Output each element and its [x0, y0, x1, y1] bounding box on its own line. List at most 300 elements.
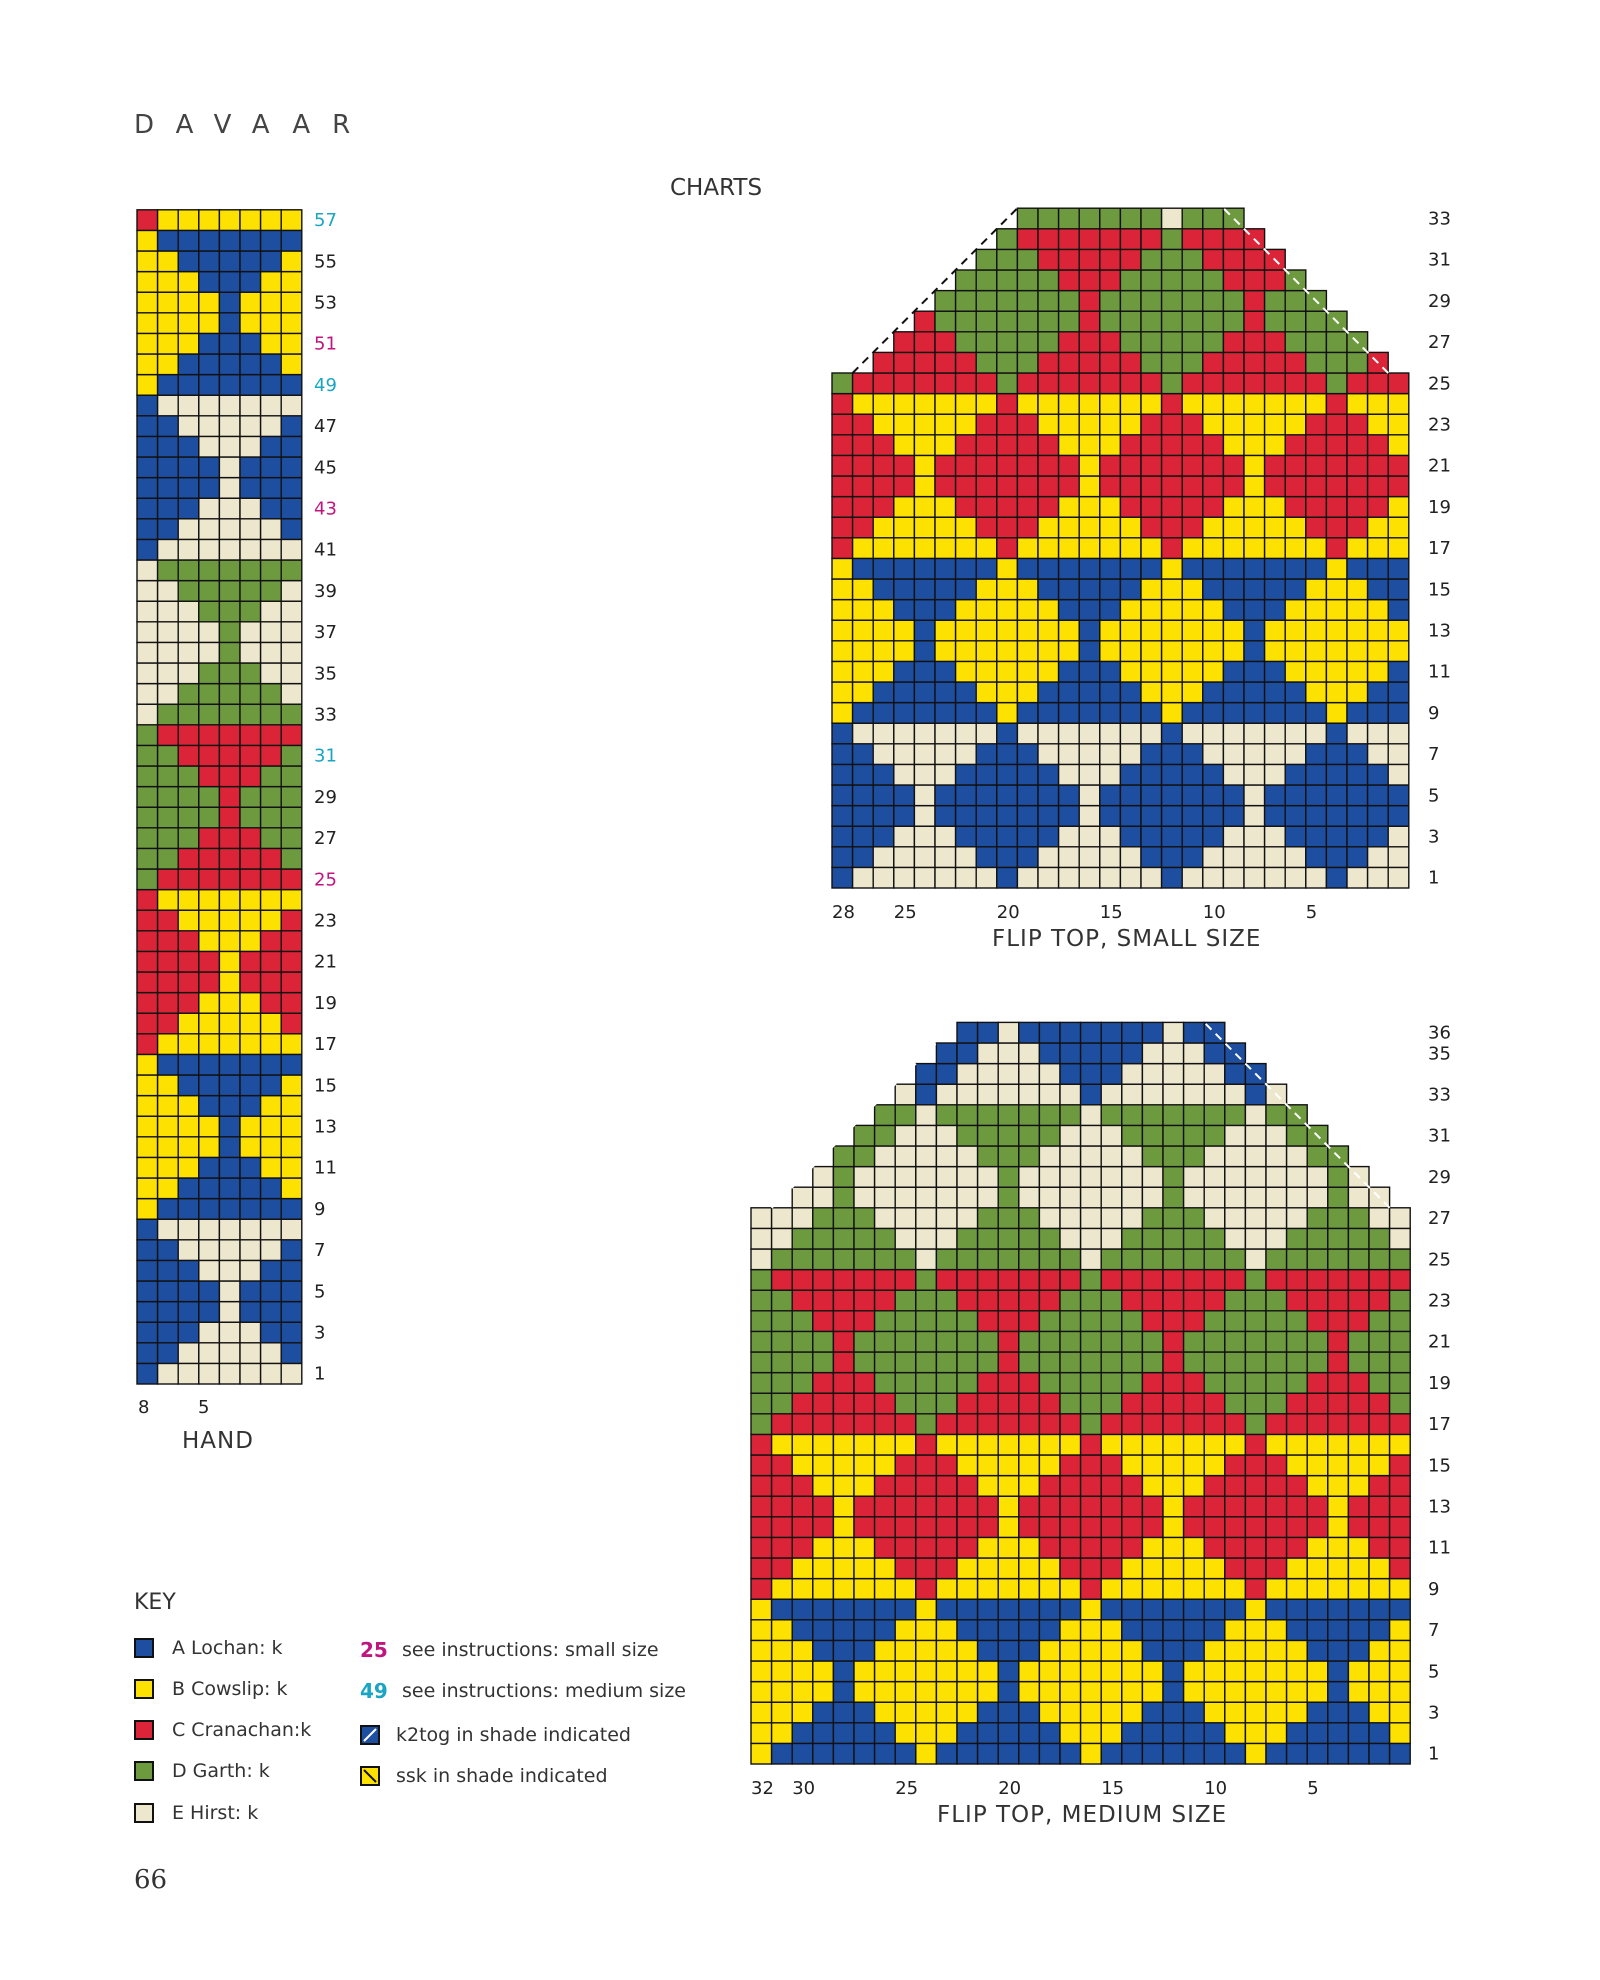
stitch-cell: [956, 476, 977, 497]
stitch-cell: [261, 704, 282, 725]
stitch-cell: [935, 744, 956, 765]
stitch-cell: [1182, 455, 1203, 476]
stitch-cell: [137, 848, 158, 869]
stitch-cell: [1081, 1064, 1102, 1085]
stitch-cell: [1039, 1105, 1060, 1126]
stitch-cell: [261, 931, 282, 952]
stitch-cell: [976, 806, 997, 827]
stitch-cell: [1120, 332, 1141, 353]
stitch-cell: [1079, 373, 1100, 394]
stitch-cell: [1285, 826, 1306, 847]
stitch-cell: [978, 1167, 999, 1188]
stitch-cell: [1204, 1640, 1225, 1661]
stitch-cell: [1019, 1579, 1040, 1600]
stitch-cell: [1162, 723, 1183, 744]
stitch-cell: [158, 210, 179, 231]
stitch-cell: [1100, 291, 1121, 312]
stitch-cell: [916, 1661, 937, 1682]
stitch-cell: [853, 744, 874, 765]
stitch-cell: [813, 1414, 834, 1435]
stitch-cell: [1101, 1352, 1122, 1373]
stitch-cell: [792, 1723, 813, 1744]
stitch-cell: [1266, 1455, 1287, 1476]
stitch-cell: [894, 579, 915, 600]
stitch-cell: [261, 292, 282, 313]
stitch-cell: [240, 745, 261, 766]
stitch-cell: [1162, 764, 1183, 785]
hand-row-label: 37: [314, 622, 337, 644]
stitch-cell: [914, 641, 935, 662]
stitch-cell: [1081, 1476, 1102, 1497]
stitch-cell: [1060, 1331, 1081, 1352]
stitch-cell: [1060, 1455, 1081, 1476]
stitch-cell: [832, 682, 853, 703]
stitch-cell: [976, 414, 997, 435]
stitch-cell: [1019, 1414, 1040, 1435]
stitch-cell: [1100, 476, 1121, 497]
stitch-cell: [914, 785, 935, 806]
stitch-cell: [813, 1702, 834, 1723]
stitch-cell: [281, 642, 302, 663]
stitch-cell: [978, 1599, 999, 1620]
stitch-cell: [875, 1682, 896, 1703]
stitch-cell: [1163, 1290, 1184, 1311]
stitch-cell: [137, 890, 158, 911]
stitch-cell: [1245, 1661, 1266, 1682]
stitch-cell: [261, 1302, 282, 1323]
stitch-cell: [853, 455, 874, 476]
stitch-cell: [998, 1702, 1019, 1723]
stitch-cell: [1163, 1702, 1184, 1723]
stitch-cell: [914, 806, 935, 827]
stitch-cell: [914, 517, 935, 538]
stitch-cell: [1265, 497, 1286, 518]
stitch-cell: [158, 333, 179, 354]
stitch-cell: [240, 354, 261, 375]
stitch-cell: [1017, 682, 1038, 703]
stitch-cell: [895, 1187, 916, 1208]
stitch-cell: [1038, 641, 1059, 662]
stitch-cell: [751, 1682, 772, 1703]
stitch-cell: [832, 661, 853, 682]
stitch-cell: [1142, 1311, 1163, 1332]
stitch-cell: [1184, 1743, 1205, 1764]
stitch-cell: [873, 558, 894, 579]
stitch-cell: [1019, 1743, 1040, 1764]
stitch-cell: [854, 1125, 875, 1146]
stitch-cell: [998, 1146, 1019, 1167]
stitch-cell: [1204, 1228, 1225, 1249]
stitch-cell: [1388, 579, 1409, 600]
stitch-cell: [772, 1558, 793, 1579]
stitch-cell: [199, 313, 220, 334]
stitch-cell: [158, 416, 179, 437]
stitch-cell: [178, 498, 199, 519]
stitch-cell: [978, 1125, 999, 1146]
stitch-cell: [240, 622, 261, 643]
stitch-cell: [854, 1579, 875, 1600]
stitch-cell: [1306, 455, 1327, 476]
stitch-cell: [137, 869, 158, 890]
stitch-cell: [261, 848, 282, 869]
flip-medium-row-label: 15: [1428, 1455, 1451, 1477]
stitch-cell: [1287, 1640, 1308, 1661]
stitch-cell: [833, 1187, 854, 1208]
stitch-cell: [219, 333, 240, 354]
stitch-cell: [978, 1208, 999, 1229]
stitch-cell: [219, 745, 240, 766]
stitch-cell: [1326, 641, 1347, 662]
stitch-cell: [240, 416, 261, 437]
stitch-cell: [1225, 1496, 1246, 1517]
stitch-cell: [854, 1743, 875, 1764]
flip-medium-col-label: 30: [792, 1778, 816, 1799]
stitch-cell: [1285, 455, 1306, 476]
stitch-cell: [1182, 517, 1203, 538]
stitch-cell: [978, 1146, 999, 1167]
stitch-cell: [813, 1455, 834, 1476]
hand-row-label: 13: [314, 1116, 337, 1138]
stitch-cell: [1266, 1558, 1287, 1579]
stitch-cell: [219, 890, 240, 911]
stitch-cell: [1101, 1517, 1122, 1538]
stitch-cell: [854, 1517, 875, 1538]
stitch-cell: [833, 1476, 854, 1497]
stitch-cell: [1265, 579, 1286, 600]
stitch-cell: [1225, 1167, 1246, 1188]
stitch-cell: [1306, 661, 1327, 682]
stitch-cell: [998, 1537, 1019, 1558]
stitch-cell: [916, 1228, 937, 1249]
stitch-cell: [1348, 1476, 1369, 1497]
stitch-cell: [894, 744, 915, 765]
stitch-cell: [240, 1322, 261, 1343]
stitch-cell: [137, 457, 158, 478]
stitch-cell: [261, 1260, 282, 1281]
stitch-cell: [1122, 1187, 1143, 1208]
stitch-cell: [1162, 806, 1183, 827]
stitch-cell: [261, 890, 282, 911]
stitch-cell: [1328, 1496, 1349, 1517]
stitch-cell: [873, 455, 894, 476]
stitch-cell: [1244, 785, 1265, 806]
stitch-cell: [1142, 1290, 1163, 1311]
stitch-cell: [935, 394, 956, 415]
stitch-cell: [1162, 703, 1183, 724]
stitch-cell: [1059, 414, 1080, 435]
hand-row-label: 33: [314, 704, 337, 726]
stitch-cell: [158, 931, 179, 952]
stitch-cell: [137, 828, 158, 849]
stitch-cell: [1060, 1537, 1081, 1558]
stitch-cell: [240, 1034, 261, 1055]
stitch-cell: [978, 1373, 999, 1394]
stitch-cell: [1348, 1187, 1369, 1208]
stitch-cell: [1017, 847, 1038, 868]
stitch-cell: [1244, 414, 1265, 435]
stitch-cell: [957, 1558, 978, 1579]
stitch-cell: [1060, 1640, 1081, 1661]
stitch-cell: [914, 620, 935, 641]
stitch-cell: [1244, 249, 1265, 270]
stitch-cell: [1266, 1228, 1287, 1249]
stitch-cell: [998, 1620, 1019, 1641]
stitch-cell: [1204, 1476, 1225, 1497]
stitch-cell: [813, 1558, 834, 1579]
stitch-cell: [1059, 661, 1080, 682]
stitch-cell: [137, 1096, 158, 1117]
flip-small-row-label: 9: [1428, 702, 1440, 724]
stitch-cell: [1162, 867, 1183, 888]
stitch-cell: [1285, 682, 1306, 703]
stitch-cell: [178, 375, 199, 396]
stitch-cell: [1184, 1373, 1205, 1394]
stitch-cell: [1101, 1599, 1122, 1620]
flip-small-row-label: 7: [1428, 744, 1440, 766]
stitch-cell: [1100, 620, 1121, 641]
stitch-cell: [158, 642, 179, 663]
stitch-cell: [1390, 1208, 1411, 1229]
stitch-cell: [1287, 1434, 1308, 1455]
stitch-cell: [158, 725, 179, 746]
stitch-cell: [935, 332, 956, 353]
stitch-cell: [1223, 620, 1244, 641]
stitch-cell: [978, 1434, 999, 1455]
stitch-cell: [833, 1352, 854, 1373]
stitch-cell: [1079, 476, 1100, 497]
stitch-cell: [1390, 1682, 1411, 1703]
stitch-cell: [854, 1146, 875, 1167]
stitch-cell: [792, 1579, 813, 1600]
stitch-cell: [1307, 1537, 1328, 1558]
stitch-cell: [1079, 270, 1100, 291]
stitch-cell: [199, 787, 220, 808]
stitch-cell: [261, 807, 282, 828]
stitch-cell: [1100, 867, 1121, 888]
stitch-cell: [853, 703, 874, 724]
stitch-cell: [751, 1702, 772, 1723]
stitch-cell: [751, 1743, 772, 1764]
stitch-cell: [894, 455, 915, 476]
stitch-cell: [1266, 1270, 1287, 1291]
stitch-cell: [1326, 723, 1347, 744]
stitch-cell: [1285, 517, 1306, 538]
stitch-cell: [875, 1702, 896, 1723]
stitch-cell: [219, 1281, 240, 1302]
stitch-cell: [261, 375, 282, 396]
stitch-cell: [1019, 1476, 1040, 1497]
stitch-cell: [895, 1228, 916, 1249]
stitch-cell: [978, 1579, 999, 1600]
stitch-cell: [219, 642, 240, 663]
stitch-cell: [158, 498, 179, 519]
stitch-cell: [281, 1096, 302, 1117]
stitch-cell: [1348, 1579, 1369, 1600]
stitch-cell: [1019, 1167, 1040, 1188]
stitch-cell: [261, 951, 282, 972]
stitch-cell: [158, 745, 179, 766]
stitch-cell: [1203, 414, 1224, 435]
stitch-cell: [1142, 1352, 1163, 1373]
stitch-cell: [1184, 1620, 1205, 1641]
stitch-cell: [1101, 1661, 1122, 1682]
stitch-cell: [957, 1187, 978, 1208]
stitch-cell: [1266, 1702, 1287, 1723]
stitch-cell: [956, 291, 977, 312]
flip-small-col-label: 25: [893, 902, 917, 923]
stitch-cell: [1306, 579, 1327, 600]
stitch-cell: [1142, 1661, 1163, 1682]
stitch-cell: [833, 1311, 854, 1332]
stitch-cell: [916, 1352, 937, 1373]
stitch-cell: [873, 394, 894, 415]
stitch-cell: [914, 703, 935, 724]
hand-row-label: 7: [314, 1240, 326, 1262]
stitch-cell: [1184, 1537, 1205, 1558]
stitch-cell: [1122, 1640, 1143, 1661]
stitch-cell: [178, 436, 199, 457]
stitch-cell: [1141, 249, 1162, 270]
stitch-cell: [137, 1054, 158, 1075]
stitch-cell: [1017, 435, 1038, 456]
stitch-cell: [956, 311, 977, 332]
stitch-cell: [1120, 620, 1141, 641]
stitch-cell: [998, 1084, 1019, 1105]
stitch-cell: [1244, 373, 1265, 394]
stitch-cell: [1017, 661, 1038, 682]
stitch-cell: [137, 642, 158, 663]
stitch-cell: [1017, 311, 1038, 332]
stitch-cell: [1162, 435, 1183, 456]
stitch-cell: [916, 1290, 937, 1311]
stitch-cell: [240, 1178, 261, 1199]
stitch-cell: [1285, 703, 1306, 724]
stitch-cell: [1287, 1682, 1308, 1703]
stitch-cell: [978, 1022, 999, 1043]
stitch-cell: [832, 867, 853, 888]
stitch-cell: [1184, 1331, 1205, 1352]
stitch-cell: [978, 1311, 999, 1332]
stitch-cell: [1225, 1105, 1246, 1126]
stitch-cell: [1100, 249, 1121, 270]
stitch-cell: [199, 622, 220, 643]
stitch-cell: [1184, 1105, 1205, 1126]
stitch-cell: [936, 1702, 957, 1723]
stitch-cell: [813, 1373, 834, 1394]
stitch-cell: [1162, 641, 1183, 662]
stitch-cell: [751, 1476, 772, 1497]
stitch-cell: [178, 292, 199, 313]
stitch-cell: [1204, 1537, 1225, 1558]
stitch-cell: [1368, 641, 1389, 662]
stitch-cell: [1059, 641, 1080, 662]
stitch-cell: [1328, 1537, 1349, 1558]
stitch-cell: [1287, 1352, 1308, 1373]
stitch-cell: [894, 332, 915, 353]
stitch-cell: [1245, 1352, 1266, 1373]
stitch-cell: [1388, 497, 1409, 518]
stitch-cell: [1245, 1084, 1266, 1105]
stitch-cell: [956, 744, 977, 765]
stitch-cell: [1120, 538, 1141, 559]
stitch-cell: [1120, 455, 1141, 476]
stitch-cell: [956, 682, 977, 703]
stitch-cell: [916, 1702, 937, 1723]
stitch-cell: [1306, 311, 1327, 332]
stitch-cell: [895, 1558, 916, 1579]
stitch-cell: [1182, 785, 1203, 806]
stitch-cell: [976, 291, 997, 312]
stitch-cell: [1203, 764, 1224, 785]
stitch-cell: [1203, 311, 1224, 332]
stitch-cell: [914, 373, 935, 394]
stitch-cell: [1017, 620, 1038, 641]
stitch-cell: [219, 272, 240, 293]
stitch-cell: [1101, 1682, 1122, 1703]
stitch-cell: [1100, 558, 1121, 579]
stitch-cell: [1348, 1702, 1369, 1723]
stitch-cell: [1039, 1434, 1060, 1455]
stitch-cell: [1223, 517, 1244, 538]
stitch-cell: [158, 375, 179, 396]
stitch-cell: [1369, 1393, 1390, 1414]
stitch-cell: [1079, 249, 1100, 270]
stitch-cell: [240, 478, 261, 499]
stitch-cell: [772, 1476, 793, 1497]
stitch-cell: [1122, 1331, 1143, 1352]
stitch-cell: [178, 951, 199, 972]
stitch-cell: [751, 1290, 772, 1311]
stitch-cell: [1039, 1558, 1060, 1579]
stitch-cell: [1101, 1064, 1122, 1085]
stitch-cell: [833, 1558, 854, 1579]
stitch-cell: [1060, 1228, 1081, 1249]
stitch-cell: [976, 723, 997, 744]
stitch-cell: [1245, 1125, 1266, 1146]
stitch-cell: [1204, 1270, 1225, 1291]
stitch-cell: [158, 910, 179, 931]
flip-small-row-label: 17: [1428, 538, 1451, 560]
stitch-cell: [998, 1682, 1019, 1703]
stitch-cell: [1060, 1476, 1081, 1497]
stitch-cell: [998, 1105, 1019, 1126]
stitch-cell: [1141, 661, 1162, 682]
stitch-cell: [178, 601, 199, 622]
stitch-cell: [1182, 208, 1203, 229]
stitch-cell: [873, 806, 894, 827]
flip-small-row-label: 1: [1428, 867, 1440, 889]
flip-medium-chart: [751, 1022, 1410, 1764]
stitch-cell: [1306, 682, 1327, 703]
stitch-cell: [158, 1281, 179, 1302]
stitch-cell: [916, 1125, 937, 1146]
stitch-cell: [1060, 1599, 1081, 1620]
stitch-cell: [1245, 1146, 1266, 1167]
stitch-cell: [1388, 826, 1409, 847]
stitch-cell: [1223, 847, 1244, 868]
stitch-cell: [1287, 1393, 1308, 1414]
stitch-cell: [1388, 373, 1409, 394]
stitch-cell: [199, 663, 220, 684]
stitch-cell: [1390, 1517, 1411, 1538]
stitch-cell: [956, 435, 977, 456]
stitch-cell: [1306, 497, 1327, 518]
stitch-cell: [1182, 435, 1203, 456]
stitch-cell: [1039, 1146, 1060, 1167]
stitch-cell: [219, 622, 240, 643]
hand-row-label: 19: [314, 992, 337, 1014]
stitch-cell: [914, 497, 935, 518]
